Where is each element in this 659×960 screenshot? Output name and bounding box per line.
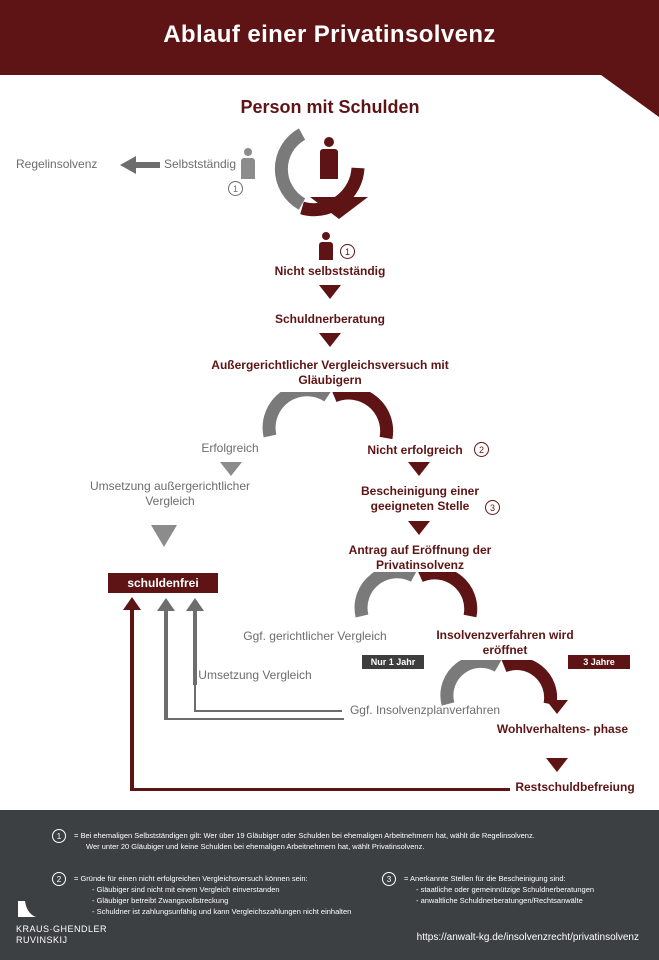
logo-line-1: KRAUS·GHENDLER [16, 924, 108, 934]
arrow-down-aussergerichtlich [319, 333, 341, 347]
arrow-down-schuldnerberatung [319, 285, 341, 299]
label-regelinsolvenz: Regelinsolvenz [16, 157, 98, 171]
label-schuldnerberatung: Schuldnerberatung [274, 312, 385, 326]
badge-3-jahre: 3 Jahre [568, 655, 630, 669]
logo-mark-icon [16, 899, 38, 919]
label-nicht-erfolgreich: Nicht erfolgreich [367, 443, 463, 457]
label-aussergerichtlicher-vergleichsversuch: Außergerichtlicher Vergleichsversuch mit Gläubigern [211, 358, 449, 387]
decorative-corner [601, 75, 659, 117]
connector-umsetzung-vergleich-v [194, 682, 196, 712]
marker-2-nicht-erfolgreich: 2 [474, 442, 489, 457]
arrow-down-antrag [408, 521, 430, 535]
person-icon-main [318, 137, 340, 179]
footnote-2-line-3: - Gläubiger betreibt Zwangsvollstreckung [92, 896, 229, 905]
arrow-down-restschuldbefreiung [546, 758, 568, 772]
label-ggf-insolvenzplanverfahren: Ggf. Insolvenzplanverfahren [349, 703, 501, 717]
label-umsetzung-vergleich: Umsetzung Vergleich [198, 668, 312, 682]
footnote-2-line-4: - Schuldner ist zahlungsunfähig und kann Vergleichszahlungen nicht einhalten [92, 907, 352, 916]
arrow-down-bescheinigung [408, 462, 430, 476]
connector-restschuld-stem [130, 610, 134, 790]
company-logo [16, 899, 107, 946]
arrow-down-to-nicht-selbststaendig [310, 197, 368, 219]
arrow-down-umsetzung-aussergerichtlich [220, 462, 242, 476]
footnote-marker-2: 2 [52, 872, 66, 886]
footnote-marker-3: 3 [382, 872, 396, 886]
label-insolvenzverfahren-eroeffnet: Insolvenzverfahren wird eröffnet [436, 628, 574, 657]
label-antrag-eroeffnung: Antrag auf Eröffnung der Privatinsolvenz [348, 543, 492, 572]
footnote-marker-1: 1 [52, 829, 66, 843]
footnote-3-line-1: = Anerkannte Stellen für die Bescheinigung sind: [404, 874, 566, 883]
arrow-up-restschuldbefreiung [123, 597, 141, 610]
source-url-link[interactable]: https://anwalt-kg.de/insolvenzrecht/privatinsolvenz [416, 932, 639, 943]
flow-title-person-mit-schulden: Person mit Schulden [240, 97, 420, 117]
page-title: Ablauf einer Privatinsolvenz [163, 21, 496, 48]
connector-umsetzung-vergleich-h [194, 710, 342, 712]
logo-line-2: RUVINSKIJ [16, 935, 68, 945]
arrow-down-to-schuldenfrei [151, 525, 177, 547]
footnote-2-line-1: = Gründe für einen nicht erfolgreichen Vergleichsversuch können sein: [74, 874, 308, 883]
marker-1-nicht-selbststaendig: 1 [340, 244, 355, 259]
connector-umsetzung-vergleich-stem [193, 610, 197, 685]
connector-insolvenzplan-h [164, 718, 344, 720]
label-erfolgreich: Erfolgreich [201, 441, 259, 455]
marker-1-selbststaendig: 1 [228, 181, 243, 196]
connector-restschuld-h [130, 788, 510, 791]
label-ggf-gerichtlicher-vergleich: Ggf. gerichtlicher Vergleich [243, 629, 387, 643]
marker-3-bescheinigung: 3 [485, 500, 500, 515]
page-header [0, 0, 659, 75]
badge-nur-1-jahr: Nur 1 Jahr [362, 655, 424, 669]
arrow-left-stem [136, 162, 160, 168]
footer-notes [0, 810, 659, 960]
label-bescheinigung: Bescheinigung einer geeigneten Stelle [360, 484, 480, 513]
label-nicht-selbststaendig: Nicht selbstständig [274, 264, 386, 278]
label-umsetzung-aussergerichtlicher-vergleich: Umsetzung außergerichtlicher Vergleich [89, 479, 251, 508]
arrow-left-regelinsolvenz [120, 156, 136, 174]
label-restschuldbefreiung: Restschuldbefreiung [515, 780, 635, 794]
connector-insolvenzplan-stem [164, 610, 168, 720]
footnote-1-line-1: = Bei ehemaligen Selbstständigen gilt: Wer über 19 Gläubiger oder Schulden bei ehemaligen Arbeitnehmern hat, wählt die Regelinsolvenz. [74, 831, 535, 840]
footnote-2-line-2: - Gläubiger sind nicht mit einem Vergleich einverstanden [92, 885, 280, 894]
label-selbststaendig: Selbstständig [163, 157, 237, 171]
footnote-3-line-3: - anwaltliche Schuldnerberatungen/Rechtsanwälte [416, 896, 583, 905]
person-icon-nicht-selbststaendig [318, 232, 334, 258]
footnote-3-line-2: - staatliche oder gemeinnützige Schuldnerberatungen [416, 885, 595, 894]
arrow-down-wohlverhaltensphase [546, 700, 568, 714]
footnote-1-line-2: Wer unter 20 Gläubiger und keine Schulden bei ehemaligen Arbeitnehmern hat, wählt Privatinsolvenz. [86, 842, 425, 851]
label-wohlverhaltensphase: Wohlverhaltens- phase [496, 722, 629, 736]
person-icon-selbststaendig [240, 148, 256, 178]
label-schuldenfrei: schuldenfrei [108, 573, 218, 593]
